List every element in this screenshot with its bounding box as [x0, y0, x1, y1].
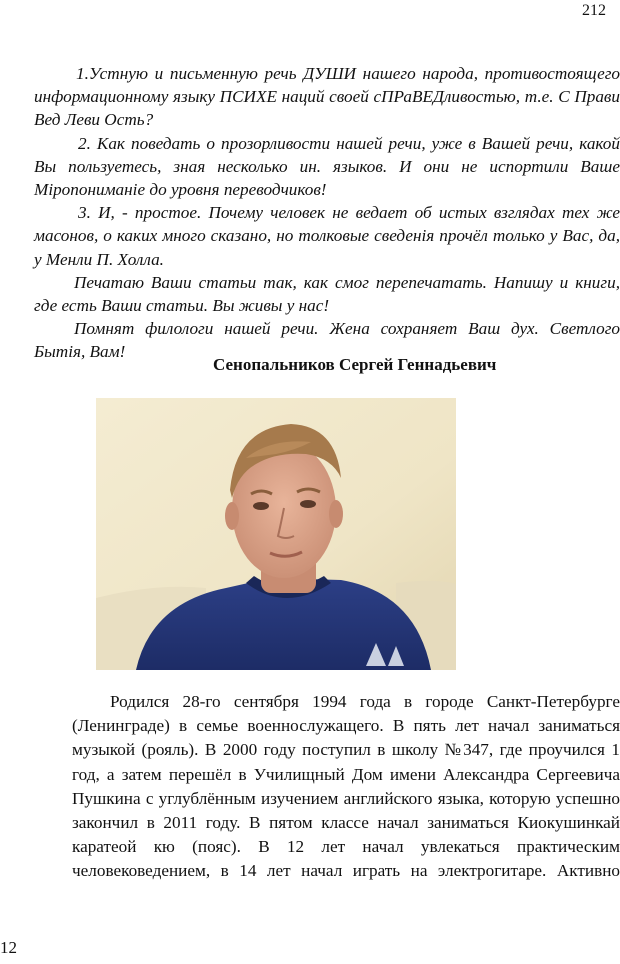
letter-paragraph-5: Помнят филологи нашей речи. Жена сохраняет Ваш дух. Светлого Бытія, Вам! [34, 319, 620, 362]
letter-paragraph-1: 1.Устную и письменную речь ДУШИ нашего народа, противостоящего информационному языку ПСИХЕ наций своей сПРаВЕДливостью, т.е. С Прави Вед Леви Ость? [34, 64, 620, 130]
biography-paragraph: Родился 28-го сентября 1994 года в городе Санкт-Петербурге (Ленинграде) в семье военнослужащего. В пять лет начал заниматься музыкой (рояль). В 2000 году поступил в школу №347, где проучился 1 год, а затем перешёл в Училищный Дом имени Александра Сергеевича Пушкина с углублённым изучением английского языка, которую успешно закончил в 2011 году. В пятом классе начал заниматься Киокушинкай каратеой кю (пояс). В 12 лет начал увлекаться практическим человековедением, в 14 лет начал играть на электрогитаре. Активно [72, 692, 620, 881]
letter-paragraph-4: Печатаю Ваши статьи так, как смог перепечатать. Напишу и книги, где есть Ваши статьи. Вы живы у нас! [34, 272, 620, 316]
page-number-top: 212 [582, 2, 606, 19]
letter-paragraph-3: 3. И, - простое. Почему человек не ведает об истых взглядах тех же масонов, о каких много сказано, но толковые сведенія прочёл только у Вас, да, у Менли П. Холла. [34, 203, 620, 269]
letter-text [34, 62, 620, 364]
page-number-bottom: 12 [0, 938, 17, 957]
author-name: Сенопальников Сергей Геннадьевич [213, 355, 497, 374]
letter-paragraph-2: 2. Как поведать о прозорливости нашей речи, уже в Вашей речи, какой Вы пользуетесь, зная несколько ин. языков. И они не испортили Ваше Міропониманіе до уровня переводчиков! [34, 133, 620, 200]
portrait-photo [96, 398, 456, 670]
biography-text [72, 690, 620, 884]
